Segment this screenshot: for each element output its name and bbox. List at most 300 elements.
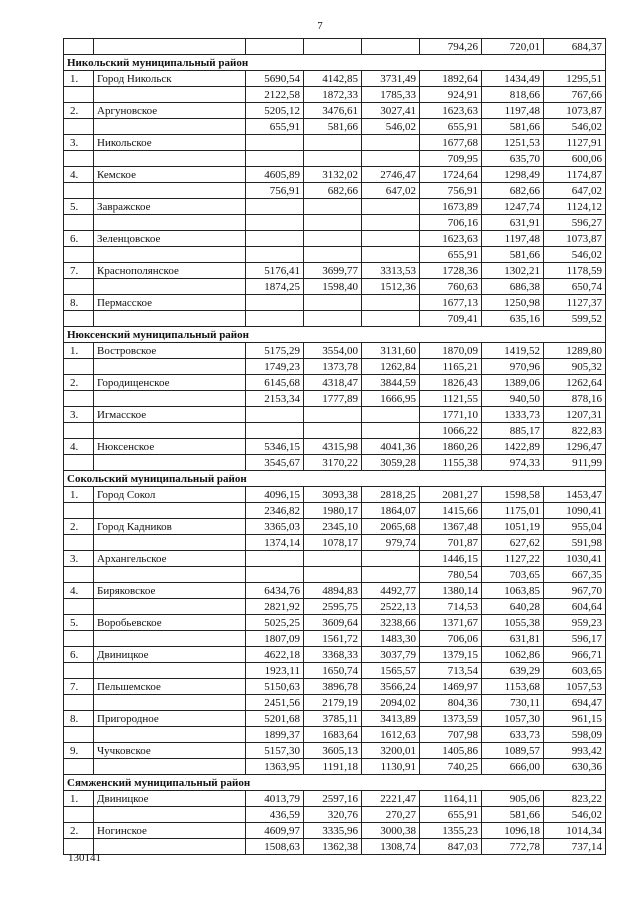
value-cell xyxy=(246,423,304,439)
row-number xyxy=(64,247,94,263)
settlement-name: Двиницкое xyxy=(94,791,246,807)
settlement-name: Пельшемское xyxy=(94,679,246,695)
value-cell: 4894,83 xyxy=(304,583,362,599)
table-row xyxy=(64,743,606,759)
value-cell: 1057,30 xyxy=(482,711,544,727)
value-cell: 1262,64 xyxy=(544,375,606,391)
value-cell: 1923,11 xyxy=(246,663,304,679)
value-cell: 1121,55 xyxy=(420,391,482,407)
value-cell: 2597,16 xyxy=(304,791,362,807)
settlement-name: Город Сокол xyxy=(94,487,246,503)
row-number xyxy=(64,279,94,295)
settlement-name xyxy=(94,359,246,375)
value-cell: 1250,98 xyxy=(482,295,544,311)
table-row xyxy=(64,615,606,631)
value-cell: 1295,51 xyxy=(544,71,606,87)
row-number: 4. xyxy=(64,167,94,183)
district-title: Нюксенский муниципальный район xyxy=(64,327,606,343)
settlement-name xyxy=(94,215,246,231)
value-cell: 3699,77 xyxy=(304,263,362,279)
value-cell xyxy=(362,295,420,311)
table-row xyxy=(64,503,606,519)
value-cell: 911,99 xyxy=(544,455,606,471)
row-number xyxy=(64,455,94,471)
value-cell xyxy=(304,215,362,231)
settlement-name: Двиницкое xyxy=(94,647,246,663)
value-cell: 1980,17 xyxy=(304,503,362,519)
value-cell: 655,91 xyxy=(420,119,482,135)
value-cell: 1612,63 xyxy=(362,727,420,743)
value-cell: 1127,91 xyxy=(544,135,606,151)
value-cell xyxy=(304,311,362,327)
value-cell: 709,95 xyxy=(420,151,482,167)
footer-code: 130141 xyxy=(68,852,101,864)
value-cell: 4318,47 xyxy=(304,375,362,391)
value-cell: 730,11 xyxy=(482,695,544,711)
row-number: 8. xyxy=(64,295,94,311)
value-cell: 2818,25 xyxy=(362,487,420,503)
value-cell: 1247,74 xyxy=(482,199,544,215)
value-cell: 2122,58 xyxy=(246,87,304,103)
row-number xyxy=(64,311,94,327)
value-cell xyxy=(304,135,362,151)
value-cell: 630,36 xyxy=(544,759,606,775)
value-cell: 1807,09 xyxy=(246,631,304,647)
table-row xyxy=(64,247,606,263)
table-row xyxy=(64,583,606,599)
value-cell xyxy=(246,551,304,567)
value-cell: 546,02 xyxy=(362,119,420,135)
value-cell: 959,23 xyxy=(544,615,606,631)
value-cell: 1724,64 xyxy=(420,167,482,183)
table-row xyxy=(64,311,606,327)
value-cell xyxy=(246,231,304,247)
settlement-name xyxy=(94,727,246,743)
settlement-name: Город Кадников xyxy=(94,519,246,535)
value-cell: 740,25 xyxy=(420,759,482,775)
value-cell xyxy=(246,247,304,263)
settlement-name xyxy=(94,535,246,551)
value-cell xyxy=(246,295,304,311)
value-cell: 905,32 xyxy=(544,359,606,375)
settlement-name: Игмасское xyxy=(94,407,246,423)
district-header-row xyxy=(64,775,606,791)
row-number: 2. xyxy=(64,375,94,391)
value-cell: 1872,33 xyxy=(304,87,362,103)
table-row xyxy=(64,167,606,183)
settlement-name xyxy=(94,151,246,167)
value-cell: 979,74 xyxy=(362,535,420,551)
settlement-name: Городищенское xyxy=(94,375,246,391)
table-row xyxy=(64,215,606,231)
table-row xyxy=(64,823,606,839)
value-cell: 666,00 xyxy=(482,759,544,775)
table-row xyxy=(64,791,606,807)
value-cell: 3896,78 xyxy=(304,679,362,695)
value-cell: 635,70 xyxy=(482,151,544,167)
settlement-name: Никольское xyxy=(94,135,246,151)
settlement-name xyxy=(94,503,246,519)
value-cell: 1446,15 xyxy=(420,551,482,567)
value-cell xyxy=(246,199,304,215)
value-cell: 701,87 xyxy=(420,535,482,551)
value-cell: 1178,59 xyxy=(544,263,606,279)
value-cell: 1666,95 xyxy=(362,391,420,407)
table-row xyxy=(64,647,606,663)
row-number xyxy=(64,87,94,103)
value-cell: 1864,07 xyxy=(362,503,420,519)
value-cell: 3605,13 xyxy=(304,743,362,759)
value-cell: 1483,30 xyxy=(362,631,420,647)
row-number xyxy=(64,39,94,55)
district-title: Сокольский муниципальный район xyxy=(64,471,606,487)
value-cell xyxy=(246,215,304,231)
value-cell: 1251,53 xyxy=(482,135,544,151)
value-cell: 706,06 xyxy=(420,631,482,647)
value-cell: 3731,49 xyxy=(362,71,420,87)
settlement-name: Краснополянское xyxy=(94,263,246,279)
settlement-name: Завражское xyxy=(94,199,246,215)
row-number: 4. xyxy=(64,439,94,455)
value-cell xyxy=(362,39,420,55)
table-row xyxy=(64,535,606,551)
table-row xyxy=(64,423,606,439)
value-cell: 1066,22 xyxy=(420,423,482,439)
value-cell: 974,33 xyxy=(482,455,544,471)
value-cell: 2595,75 xyxy=(304,599,362,615)
row-number: 1. xyxy=(64,791,94,807)
value-cell: 1598,40 xyxy=(304,279,362,295)
value-cell: 3131,60 xyxy=(362,343,420,359)
value-cell: 703,65 xyxy=(482,567,544,583)
value-cell: 2153,34 xyxy=(246,391,304,407)
value-cell: 633,73 xyxy=(482,727,544,743)
row-number: 2. xyxy=(64,519,94,535)
row-number: 3. xyxy=(64,551,94,567)
value-cell: 1164,11 xyxy=(420,791,482,807)
row-number xyxy=(64,359,94,375)
value-cell: 2345,10 xyxy=(304,519,362,535)
district-header-row xyxy=(64,471,606,487)
row-number xyxy=(64,503,94,519)
value-cell: 1062,86 xyxy=(482,647,544,663)
value-cell: 647,02 xyxy=(544,183,606,199)
value-cell: 581,66 xyxy=(482,807,544,823)
value-cell: 3037,79 xyxy=(362,647,420,663)
value-cell: 2821,92 xyxy=(246,599,304,615)
value-cell: 1096,18 xyxy=(482,823,544,839)
value-cell: 1055,38 xyxy=(482,615,544,631)
settlement-name xyxy=(94,119,246,135)
settlement-name xyxy=(94,599,246,615)
value-cell: 627,62 xyxy=(482,535,544,551)
settlement-name: Чучковское xyxy=(94,743,246,759)
value-cell: 2179,19 xyxy=(304,695,362,711)
value-cell: 961,15 xyxy=(544,711,606,727)
table-row xyxy=(64,679,606,695)
value-cell xyxy=(362,247,420,263)
value-cell: 993,42 xyxy=(544,743,606,759)
value-cell: 1453,47 xyxy=(544,487,606,503)
settlement-name xyxy=(94,839,246,855)
settlement-name: Пермасское xyxy=(94,295,246,311)
value-cell: 682,66 xyxy=(482,183,544,199)
table-row xyxy=(64,135,606,151)
value-cell: 804,36 xyxy=(420,695,482,711)
value-cell: 878,16 xyxy=(544,391,606,407)
row-number xyxy=(64,695,94,711)
value-cell: 4605,89 xyxy=(246,167,304,183)
value-cell: 1899,37 xyxy=(246,727,304,743)
tariff-table xyxy=(63,38,606,855)
value-cell: 1363,95 xyxy=(246,759,304,775)
value-cell: 1650,74 xyxy=(304,663,362,679)
row-number: 7. xyxy=(64,263,94,279)
value-cell: 3365,03 xyxy=(246,519,304,535)
settlement-name: Востровское xyxy=(94,343,246,359)
value-cell: 885,17 xyxy=(482,423,544,439)
settlement-name: Ногинское xyxy=(94,823,246,839)
value-cell: 1127,37 xyxy=(544,295,606,311)
value-cell: 720,01 xyxy=(482,39,544,55)
settlement-name xyxy=(94,807,246,823)
value-cell: 3554,00 xyxy=(304,343,362,359)
value-cell xyxy=(246,135,304,151)
value-cell: 581,66 xyxy=(482,119,544,135)
value-cell: 1405,86 xyxy=(420,743,482,759)
value-cell: 1355,23 xyxy=(420,823,482,839)
row-number xyxy=(64,567,94,583)
settlement-name xyxy=(94,663,246,679)
value-cell: 940,50 xyxy=(482,391,544,407)
value-cell: 1870,09 xyxy=(420,343,482,359)
district-header-row xyxy=(64,327,606,343)
value-cell: 1078,17 xyxy=(304,535,362,551)
value-cell: 694,47 xyxy=(544,695,606,711)
table-row xyxy=(64,39,606,55)
value-cell xyxy=(304,39,362,55)
row-number: 1. xyxy=(64,343,94,359)
value-cell xyxy=(304,551,362,567)
value-cell xyxy=(362,567,420,583)
value-cell: 3785,11 xyxy=(304,711,362,727)
value-cell: 1153,68 xyxy=(482,679,544,695)
settlement-name xyxy=(94,423,246,439)
row-number xyxy=(64,119,94,135)
value-cell: 970,96 xyxy=(482,359,544,375)
value-cell: 3170,22 xyxy=(304,455,362,471)
value-cell xyxy=(362,199,420,215)
row-number: 6. xyxy=(64,231,94,247)
value-cell xyxy=(304,423,362,439)
value-cell: 709,41 xyxy=(420,311,482,327)
page-number: 7 xyxy=(317,20,323,32)
value-cell: 1785,33 xyxy=(362,87,420,103)
value-cell: 1298,49 xyxy=(482,167,544,183)
value-cell: 713,54 xyxy=(420,663,482,679)
value-cell: 966,71 xyxy=(544,647,606,663)
table-row xyxy=(64,551,606,567)
value-cell: 823,22 xyxy=(544,791,606,807)
value-cell: 647,02 xyxy=(362,183,420,199)
settlement-name: Кемское xyxy=(94,167,246,183)
value-cell: 436,59 xyxy=(246,807,304,823)
value-cell: 6145,68 xyxy=(246,375,304,391)
value-cell: 1561,72 xyxy=(304,631,362,647)
value-cell: 1289,80 xyxy=(544,343,606,359)
value-cell: 3545,67 xyxy=(246,455,304,471)
value-cell: 822,83 xyxy=(544,423,606,439)
value-cell xyxy=(362,135,420,151)
settlement-name xyxy=(94,247,246,263)
row-number xyxy=(64,807,94,823)
settlement-name xyxy=(94,631,246,647)
value-cell: 655,91 xyxy=(420,807,482,823)
settlement-name: Нюксенское xyxy=(94,439,246,455)
value-cell: 714,53 xyxy=(420,599,482,615)
value-cell: 596,17 xyxy=(544,631,606,647)
table-row xyxy=(64,487,606,503)
value-cell: 5025,25 xyxy=(246,615,304,631)
table-row xyxy=(64,375,606,391)
value-cell: 905,06 xyxy=(482,791,544,807)
value-cell: 2451,56 xyxy=(246,695,304,711)
value-cell: 1063,85 xyxy=(482,583,544,599)
settlement-name xyxy=(94,87,246,103)
table-row xyxy=(64,519,606,535)
value-cell: 1874,25 xyxy=(246,279,304,295)
row-number xyxy=(64,183,94,199)
value-cell: 1014,34 xyxy=(544,823,606,839)
value-cell: 1892,64 xyxy=(420,71,482,87)
value-cell: 6434,76 xyxy=(246,583,304,599)
value-cell: 596,27 xyxy=(544,215,606,231)
value-cell: 1155,38 xyxy=(420,455,482,471)
value-cell: 1508,63 xyxy=(246,839,304,855)
value-cell: 756,91 xyxy=(420,183,482,199)
table-row xyxy=(64,279,606,295)
value-cell: 1771,10 xyxy=(420,407,482,423)
value-cell: 598,09 xyxy=(544,727,606,743)
district-title: Сямженский муниципальный район xyxy=(64,775,606,791)
district-title: Никольский муниципальный район xyxy=(64,55,606,71)
value-cell: 684,37 xyxy=(544,39,606,55)
table-row xyxy=(64,391,606,407)
value-cell: 4096,15 xyxy=(246,487,304,503)
settlement-name: Биряковское xyxy=(94,583,246,599)
value-cell: 5690,54 xyxy=(246,71,304,87)
value-cell: 3027,41 xyxy=(362,103,420,119)
value-cell: 1434,49 xyxy=(482,71,544,87)
row-number: 8. xyxy=(64,711,94,727)
settlement-name xyxy=(94,759,246,775)
value-cell: 1207,31 xyxy=(544,407,606,423)
value-cell: 3000,38 xyxy=(362,823,420,839)
table-row xyxy=(64,567,606,583)
value-cell: 4013,79 xyxy=(246,791,304,807)
value-cell: 967,70 xyxy=(544,583,606,599)
value-cell: 1262,84 xyxy=(362,359,420,375)
value-cell: 546,02 xyxy=(544,807,606,823)
row-number xyxy=(64,663,94,679)
value-cell: 1379,15 xyxy=(420,647,482,663)
table-row xyxy=(64,631,606,647)
value-cell: 1367,48 xyxy=(420,519,482,535)
value-cell: 600,06 xyxy=(544,151,606,167)
table-row xyxy=(64,727,606,743)
row-number xyxy=(64,215,94,231)
value-cell: 3059,28 xyxy=(362,455,420,471)
value-cell: 5150,63 xyxy=(246,679,304,695)
settlement-name: Пригородное xyxy=(94,711,246,727)
value-cell: 270,27 xyxy=(362,807,420,823)
value-cell: 1174,87 xyxy=(544,167,606,183)
settlement-name xyxy=(94,455,246,471)
row-number: 4. xyxy=(64,583,94,599)
value-cell: 546,02 xyxy=(544,119,606,135)
value-cell: 4142,85 xyxy=(304,71,362,87)
value-cell: 794,26 xyxy=(420,39,482,55)
value-cell: 1191,18 xyxy=(304,759,362,775)
value-cell: 4315,98 xyxy=(304,439,362,455)
row-number: 2. xyxy=(64,823,94,839)
value-cell xyxy=(246,407,304,423)
value-cell: 546,02 xyxy=(544,247,606,263)
value-cell: 631,91 xyxy=(482,215,544,231)
row-number: 1. xyxy=(64,71,94,87)
value-cell: 1512,36 xyxy=(362,279,420,295)
value-cell xyxy=(246,151,304,167)
row-number xyxy=(64,151,94,167)
value-cell: 1415,66 xyxy=(420,503,482,519)
row-number: 6. xyxy=(64,647,94,663)
value-cell: 1090,41 xyxy=(544,503,606,519)
value-cell xyxy=(304,231,362,247)
value-cell xyxy=(362,151,420,167)
value-cell: 1057,53 xyxy=(544,679,606,695)
value-cell: 780,54 xyxy=(420,567,482,583)
table-row xyxy=(64,455,606,471)
value-cell: 1333,73 xyxy=(482,407,544,423)
settlement-name xyxy=(94,183,246,199)
table-row xyxy=(64,839,606,855)
value-cell: 5201,68 xyxy=(246,711,304,727)
value-cell: 635,16 xyxy=(482,311,544,327)
table-row xyxy=(64,695,606,711)
table-row xyxy=(64,183,606,199)
row-number: 2. xyxy=(64,103,94,119)
value-cell: 686,38 xyxy=(482,279,544,295)
row-number xyxy=(64,535,94,551)
value-cell: 2746,47 xyxy=(362,167,420,183)
value-cell: 5346,15 xyxy=(246,439,304,455)
value-cell: 1362,38 xyxy=(304,839,362,855)
value-cell xyxy=(304,199,362,215)
value-cell xyxy=(362,551,420,567)
value-cell: 1623,63 xyxy=(420,231,482,247)
value-cell: 667,35 xyxy=(544,567,606,583)
table-row xyxy=(64,663,606,679)
row-number xyxy=(64,727,94,743)
value-cell xyxy=(246,567,304,583)
row-number: 3. xyxy=(64,135,94,151)
value-cell: 1197,48 xyxy=(482,103,544,119)
value-cell: 5157,30 xyxy=(246,743,304,759)
value-cell xyxy=(304,407,362,423)
table-body xyxy=(64,39,606,855)
value-cell xyxy=(362,423,420,439)
value-cell: 2094,02 xyxy=(362,695,420,711)
